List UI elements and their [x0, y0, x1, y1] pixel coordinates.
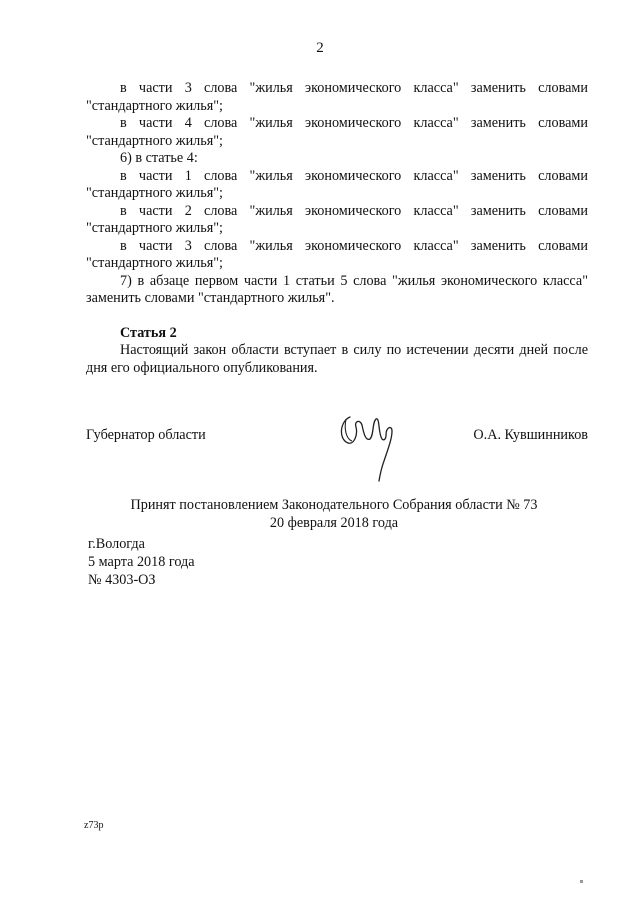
law-number: № 4303-ОЗ	[88, 572, 156, 588]
governor-title: Губернатор области	[86, 427, 206, 443]
paragraph-3: 6) в статье 4:	[120, 150, 198, 166]
signing-date: 5 марта 2018 года	[88, 554, 195, 570]
governor-name: О.А. Кувшинников	[473, 427, 588, 443]
document-code: z73p	[84, 820, 104, 831]
scan-mark	[580, 880, 583, 883]
paragraph-5: в части 2 слова "жилья экономического класса" заменить словами "стандартного жилья";	[86, 202, 588, 236]
adoption-line-2: 20 февраля 2018 года	[269, 514, 399, 531]
article-text: Настоящий закон области вступает в силу по истечении десяти дней после дня его официального опубликования.	[86, 342, 588, 376]
handwritten-signature	[336, 405, 406, 485]
document-meta	[88, 535, 195, 589]
document-body	[86, 80, 588, 377]
adoption-note	[0, 497, 640, 532]
page-number: 2	[316, 40, 324, 56]
paragraph-7: 7) в абзаце первом части 1 статьи 5 слова "жилья экономического класса" заменить словами "стандартного жилья".	[86, 272, 588, 306]
signature-block	[86, 405, 588, 485]
city: г.Вологда	[88, 536, 145, 552]
adoption-line-1: Принят постановлением Законодательного Собрания области № 73	[130, 497, 538, 513]
paragraph-2: в части 4 слова "жилья экономического класса" заменить словами "стандартного жилья";	[86, 115, 588, 149]
paragraph-6: в части 3 слова "жилья экономического класса" заменить словами "стандартного жилья";	[86, 237, 588, 271]
article-heading: Статья 2	[120, 324, 177, 341]
paragraph-4: в части 1 слова "жилья экономического класса" заменить словами "стандартного жилья";	[86, 167, 588, 201]
paragraph-1: в части 3 слова "жилья экономического класса" заменить словами "стандартного жилья";	[86, 80, 588, 114]
